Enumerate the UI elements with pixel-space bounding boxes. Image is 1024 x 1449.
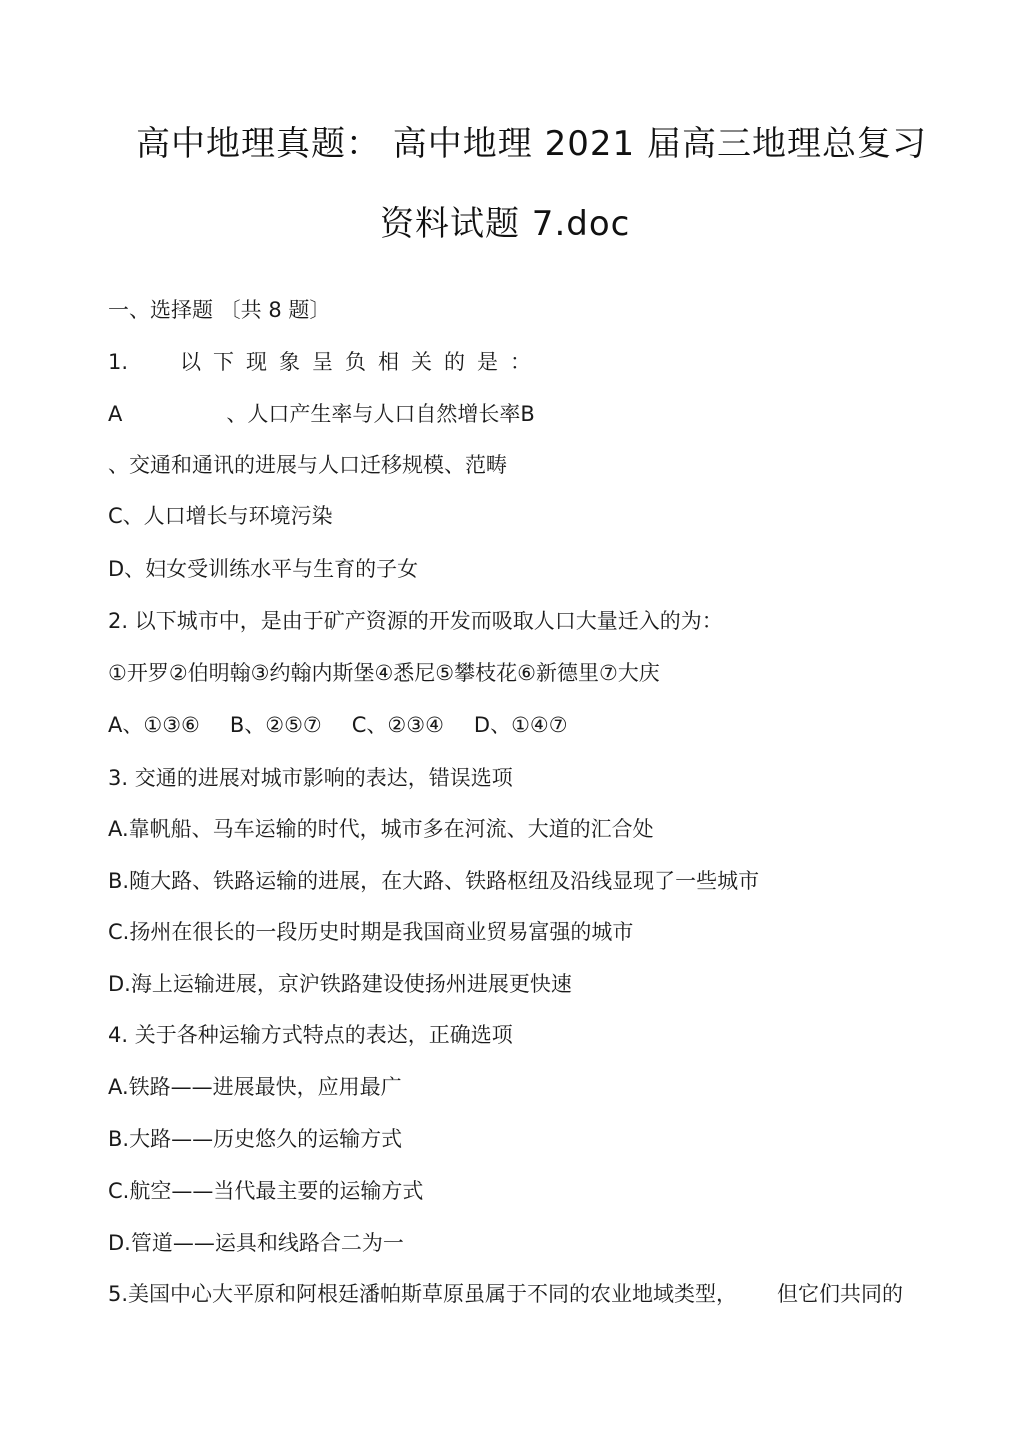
- question-2-option-b: B、②⑤⑦: [229, 713, 322, 737]
- question-1-option-a-line: [108, 398, 535, 428]
- document-title-line-1: 高中地理真题： 高中地理 2021 届高三地理总复习: [136, 124, 927, 164]
- question-4-option-c: C.航空——当代最主要的运输方式: [108, 1179, 424, 1203]
- question-4-stem: 4. 关于各种运输方式特点的表达，正确选项: [108, 1023, 513, 1047]
- question-4-option-d: D.管道——运具和线路合二为一: [108, 1231, 404, 1255]
- question-1-option-a: 、人口产生率与人口自然增长率B: [226, 402, 535, 426]
- question-5-stem-line: [108, 1278, 903, 1308]
- question-2-options: [108, 709, 568, 739]
- question-2-stem: 2. 以下城市中，是由于矿产资源的开发而吸取人口大量迁入的为：: [108, 609, 723, 633]
- question-1-option-a-prefix: A: [108, 402, 123, 426]
- question-1-stem: 以下现象呈负相关的是：: [180, 350, 544, 374]
- question-2-option-a: A、①③⑥: [108, 713, 200, 737]
- question-4-option-b: B.大路——历史悠久的运输方式: [108, 1127, 403, 1151]
- document-title-line-2: 资料试题 7.doc: [380, 204, 631, 244]
- question-1-stem-line: [108, 346, 543, 376]
- question-3-stem: 3. 交通的进展对城市影响的表达，错误选项: [108, 766, 513, 790]
- question-3-option-a: A.靠帆船、马车运输的时代，城市多在河流、大道的汇合处: [108, 817, 654, 841]
- question-3-option-d: D.海上运输进展，京沪铁路建设使扬州进展更快速: [108, 972, 572, 996]
- question-1-number: 1.: [108, 350, 129, 374]
- question-2-items: ①开罗②伯明翰③约翰内斯堡④悉尼⑤攀枝花⑥新德里⑦大庆: [108, 661, 660, 685]
- question-3-option-b: B.随大路、铁路运输的进展，在大路、铁路枢纽及沿线显现了一些城市: [108, 869, 760, 893]
- question-4-option-a: A.铁路——进展最快，应用最广: [108, 1075, 402, 1099]
- question-1-option-b: 、交通和通讯的进展与人口迁移规模、范畴: [108, 453, 507, 477]
- question-1-option-c: C、人口增长与环境污染: [108, 504, 333, 528]
- question-2-option-c: C、②③④: [351, 713, 444, 737]
- question-1-option-d: D、妇女受训练水平与生育的子女: [108, 557, 419, 581]
- question-5-stem-part-2: 但它们共同的: [777, 1282, 904, 1306]
- question-3-option-c: C.扬州在很长的一段历史时期是我国商业贸易富强的城市: [108, 920, 634, 944]
- question-5-stem-part-1: 5.美国中心大平原和阿根廷潘帕斯草原虽属于不同的农业地域类型，: [108, 1282, 738, 1306]
- section-heading: 一、选择题 〔共 8 题〕: [108, 298, 331, 322]
- question-2-option-d: D、①④⑦: [473, 713, 568, 737]
